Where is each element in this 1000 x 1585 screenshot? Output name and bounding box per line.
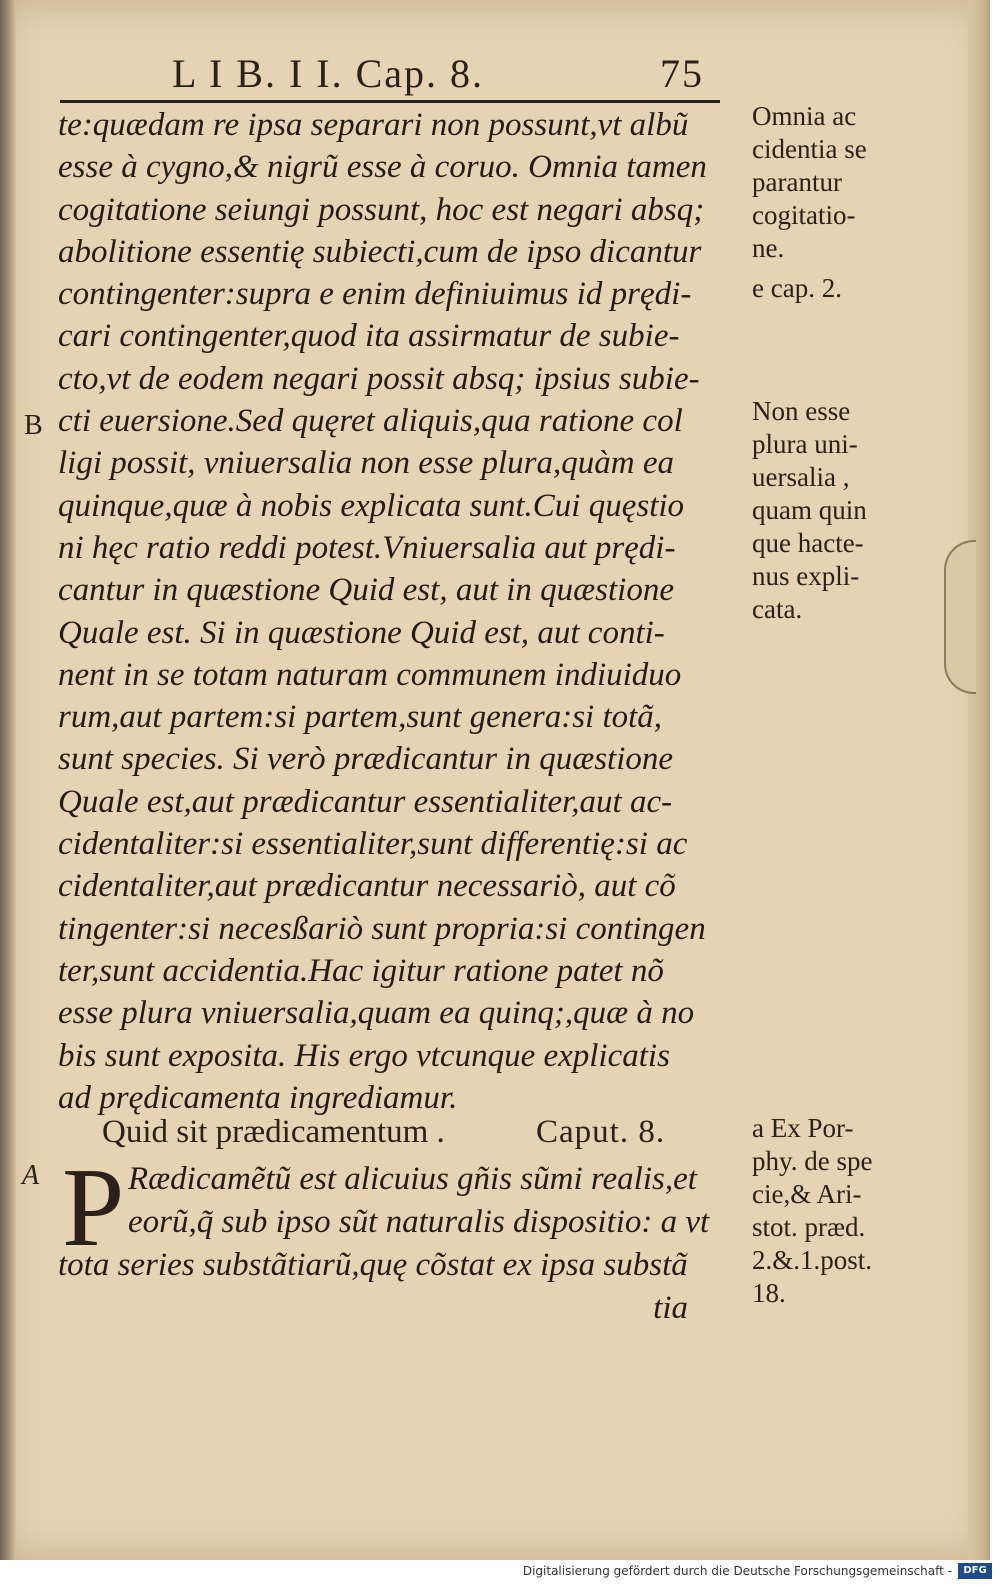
chapter-text-block bbox=[58, 1146, 748, 1330]
text-line: cti euersione.Sed quęret aliquis,qua ratione col bbox=[58, 403, 683, 440]
margin-note-line: uersalia , bbox=[752, 462, 850, 492]
margin-note-line: Omnia ac bbox=[752, 101, 857, 131]
text-line: abolitione essentię subiecti,cum de ipso dicantur bbox=[58, 233, 702, 270]
text-line: esse à cygno,& nigrũ esse à coruo. Omnia tamen bbox=[58, 149, 707, 186]
main-text-block bbox=[58, 104, 748, 1119]
header-rule bbox=[60, 100, 720, 103]
text-line: cari contingenter,quod ita assirmatur de subie- bbox=[58, 318, 680, 355]
margin-note-reference bbox=[752, 272, 912, 305]
margin-note-line: 18. bbox=[752, 1278, 786, 1308]
margin-note-accidents bbox=[752, 100, 912, 265]
text-line: ad prędicamenta ingrediamur. bbox=[58, 1079, 458, 1116]
margin-note-line: e cap. 2. bbox=[752, 273, 842, 303]
margin-note-line: nus expli- bbox=[752, 561, 860, 591]
chapter-title: Quid sit prædicamentum . bbox=[102, 1114, 445, 1150]
margin-note-line: cidentia se bbox=[752, 134, 867, 164]
margin-note-line: 2.&.1.post. bbox=[752, 1245, 873, 1275]
text-line: tota series substãtiarũ,quę cõstat ex ipsa substã bbox=[58, 1247, 688, 1283]
text-line: esse plura vniuersalia,quam ea quinq;,quæ à no bbox=[58, 995, 695, 1032]
margin-note-line: cogitatio- bbox=[752, 200, 856, 230]
margin-note-line: cie,& Ari- bbox=[752, 1179, 862, 1209]
text-line: cidentaliter,aut prædicantur necessariò, aut cõ bbox=[58, 868, 676, 905]
text-line: Quale est,aut prædicantur essentialiter,aut ac- bbox=[58, 783, 673, 820]
text-line: bis sunt exposita. His ergo vtcunque explicatis bbox=[58, 1037, 670, 1074]
text-line: sunt species. Si verò prædicantur in quæstione bbox=[58, 741, 674, 778]
funding-credit: Digitalisierung gefördert durch die Deutsche Forschungsgemeinschaft - bbox=[522, 1564, 952, 1578]
margin-note-line: Non esse bbox=[752, 396, 851, 426]
text-line: rum,aut partem:si partem,sunt genera:si totã, bbox=[58, 699, 663, 736]
text-line: ligi possit, vniuersalia non esse plura,quàm ea bbox=[58, 445, 674, 482]
text-line: eorũ,q̃ sub ipso sũt naturalis dispositio: a vt bbox=[128, 1204, 710, 1240]
drop-cap: P bbox=[62, 1146, 125, 1270]
margin-note-line: plura uni- bbox=[752, 429, 858, 459]
margin-note-line: stot. præd. bbox=[752, 1212, 866, 1242]
margin-note-line: que hacte- bbox=[752, 528, 864, 558]
margin-letter-b: B bbox=[24, 410, 43, 441]
text-line: ni hęc ratio reddi potest.Vniuersalia aut prędi- bbox=[58, 529, 676, 566]
page-number: 75 bbox=[660, 51, 704, 96]
text-line: cidentaliter:si essentialiter,sunt differentię:si ac bbox=[58, 826, 688, 863]
margin-note-porphyry bbox=[752, 1112, 912, 1310]
text-line: cto,vt de eodem negari possit absq; ipsius subie- bbox=[58, 360, 700, 397]
margin-letter-a: A bbox=[22, 1160, 40, 1191]
margin-note-line: ne. bbox=[752, 233, 785, 263]
text-line: cogitatione seiungi possunt, hoc est negari absq; bbox=[58, 191, 705, 228]
margin-note-line: a Ex Por- bbox=[752, 1113, 854, 1143]
margin-note-line: phy. de spe bbox=[752, 1146, 873, 1176]
text-line: cantur in quæstione Quid est, aut in quæstione bbox=[58, 572, 674, 609]
text-line: tingenter:si necesßariò sunt propria:si contingen bbox=[58, 910, 706, 947]
page-edge bbox=[968, 0, 990, 1560]
text-line: contingenter:supra e enim definiuimus id prędi- bbox=[58, 276, 692, 313]
text-line: ter,sunt accidentia.Hac igitur ratione patet nõ bbox=[58, 952, 664, 989]
binding-gutter bbox=[0, 0, 16, 1560]
margin-note-line: parantur bbox=[752, 167, 842, 197]
margin-note-line: quam quin bbox=[752, 495, 867, 525]
text-line: Quale est. Si in quæstione Quid est, aut conti- bbox=[58, 614, 665, 651]
running-header-title: L I B. I I. Cap. 8. bbox=[172, 51, 485, 96]
text-line: te:quædam re ipsa separari non possunt,vt albũ bbox=[58, 107, 689, 143]
margin-note-universals bbox=[752, 395, 912, 626]
dfg-logo: DFG bbox=[958, 1563, 992, 1579]
chapter-heading bbox=[102, 1114, 722, 1158]
text-line: quinque,quæ à nobis explicata sunt.Cui quęstio bbox=[58, 487, 685, 524]
text-line: Rædicamẽtũ est alicuius gñis sũmi realis,et bbox=[128, 1161, 697, 1197]
text-line: nent in se totam naturam communem indiuiduo bbox=[58, 656, 682, 693]
digitization-footer bbox=[0, 1560, 1000, 1585]
margin-note-line: cata. bbox=[752, 594, 803, 624]
running-header bbox=[60, 50, 720, 100]
chapter-label: Caput. 8. bbox=[536, 1114, 666, 1150]
page-tab-mark bbox=[944, 540, 976, 694]
catchword: tia bbox=[653, 1290, 688, 1326]
